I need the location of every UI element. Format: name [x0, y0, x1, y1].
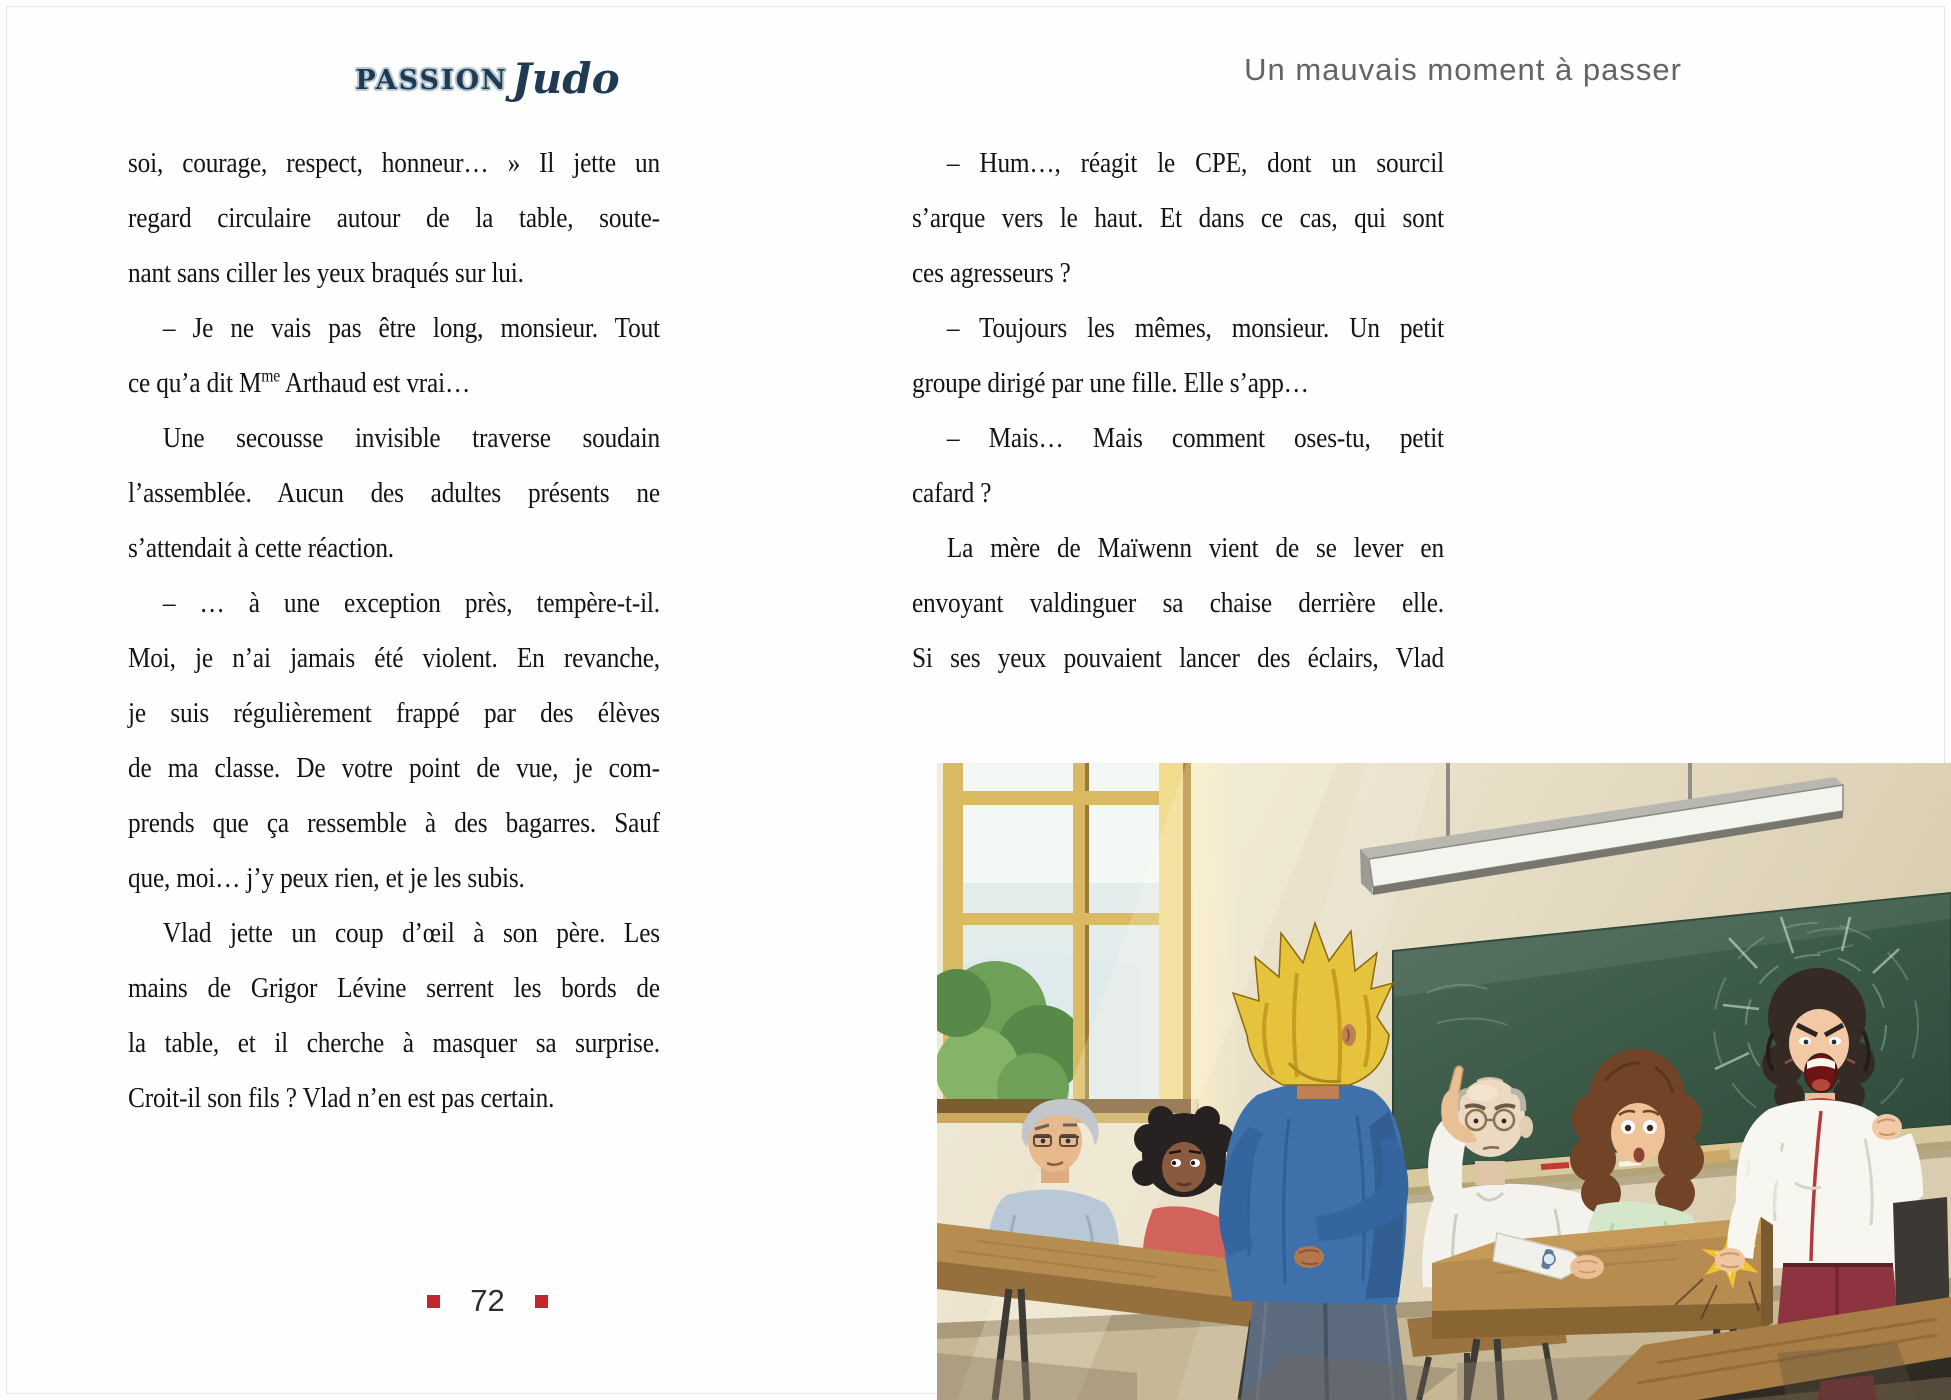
- brand-logo: [0, 50, 975, 103]
- text-line: envoyant valdinguer sa chaise derrière elle.: [912, 587, 1444, 619]
- text-line: cafard ?: [912, 477, 992, 509]
- text-line: prends que ça ressemble à des bagarres. Sauf: [128, 807, 660, 839]
- text-line: Croit-il son fils ? Vlad n’en est pas certain.: [128, 1082, 555, 1114]
- text-line: nant sans ciller les yeux braqués sur lui.: [128, 257, 524, 289]
- text-line: regard circulaire autour de la table, soute-: [128, 202, 660, 234]
- left-text-column: [128, 136, 660, 1126]
- chapter-title: Un mauvais moment à passer: [1244, 52, 1682, 87]
- text-line: l’assemblée. Aucun des adultes présents ne: [128, 477, 660, 509]
- text-line: Vlad jette un coup d’œil à son père. Les: [162, 917, 660, 949]
- classroom-illustration: [937, 763, 1951, 1400]
- text-line: de ma classe. De votre point de vue, je com-: [128, 752, 660, 784]
- text-line: – Toujours les mêmes, monsieur. Un petit: [946, 312, 1444, 344]
- red-square-ornament: [427, 1295, 440, 1308]
- text-line: que, moi… j’y peux rien, et je les subis.: [128, 862, 525, 894]
- red-square-ornament: [535, 1295, 548, 1308]
- text-line: Moi, je n’ai jamais été violent. En revanche,: [128, 642, 660, 674]
- text-line: – Hum…, réagit le CPE, dont un sourcil: [946, 147, 1444, 179]
- text-line: – Mais… Mais comment oses-tu, petit: [946, 422, 1444, 454]
- text-line: groupe dirigé par une fille. Elle s’app…: [912, 367, 1309, 399]
- text-line: je suis régulièrement frappé par des élèves: [128, 697, 660, 729]
- text-line: la table, et il cherche à masquer sa surprise.: [128, 1027, 660, 1059]
- text-line: s’arque vers le haut. Et dans ce cas, qui sont: [912, 202, 1444, 234]
- brand-logo-judo: Judo: [511, 54, 620, 103]
- text-line: La mère de Maïwenn vient de se lever en: [946, 532, 1444, 564]
- text-line: – Je ne vais pas être long, monsieur. Tout: [162, 312, 660, 344]
- text-line: Si ses yeux pouvaient lancer des éclairs, Vlad: [912, 642, 1444, 674]
- page-number-footer: [0, 1283, 975, 1319]
- right-text-column: [912, 136, 1444, 686]
- text-line: ces agresseurs ?: [912, 257, 1071, 289]
- text-line: mains de Grigor Lévine serrent les bords de: [128, 972, 660, 1004]
- text-line: Une secousse invisible traverse soudain: [162, 422, 660, 454]
- page-number: 72: [470, 1283, 505, 1318]
- text-line: soi, courage, respect, honneur… » Il jette un: [128, 147, 660, 179]
- text-line: ce qu’a dit $M^{me}$ Arthaud est vrai…: [128, 365, 471, 399]
- text-line: s’attendait à cette réaction.: [128, 532, 394, 564]
- text-line: – … à une exception près, tempère-t-il.: [162, 587, 660, 619]
- brand-logo-passion: PASSION: [355, 65, 508, 96]
